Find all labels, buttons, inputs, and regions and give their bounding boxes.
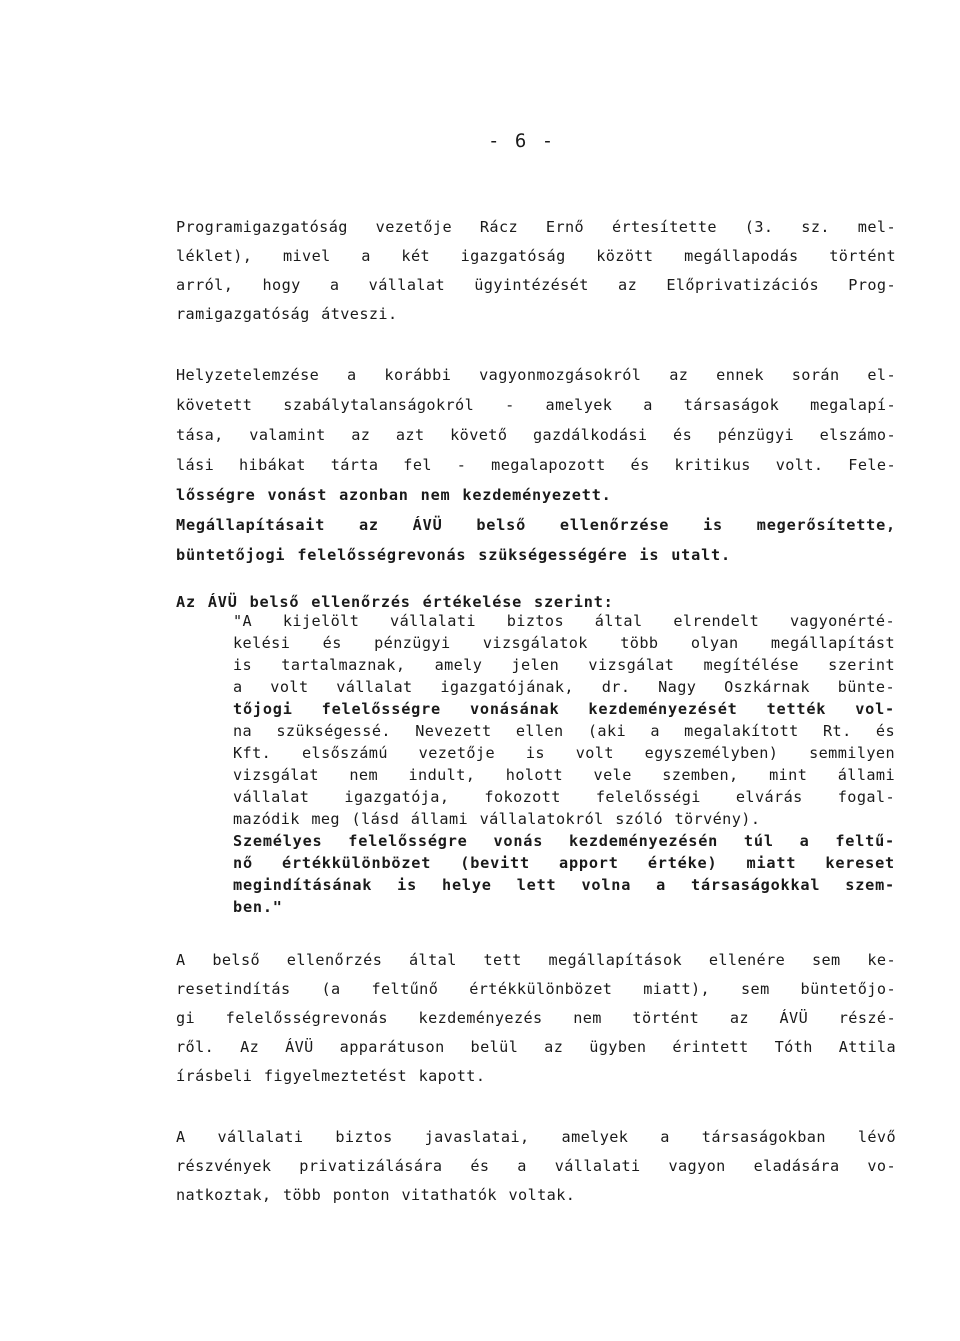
paragraph-line: ről. Az ÁVÜ apparátuson belül az ügyben érintett Tóth Attila	[176, 1038, 896, 1056]
paragraph-line: tása, valamint az azt követő gazdálkodási és pénzügyi elszámo-	[176, 426, 896, 444]
quote-line: kelési és pénzügyi vizsgálatok több olyan megállapítást	[233, 634, 895, 652]
paragraph-line: natkoztak, több ponton vitathatók voltak.	[176, 1186, 576, 1204]
quote-line: nő értékkülönbözet (bevitt apport értéke) miatt kereset	[233, 854, 895, 872]
quote-line: a volt vállalat igazgatójának, dr. Nagy Oszkárnak bünte-	[233, 678, 895, 696]
paragraph-line: Programigazgatóság vezetője Rácz Ernő értesítette (3. sz. mel-	[176, 218, 896, 236]
paragraph-4	[176, 946, 896, 1091]
page-number: - 6 -	[488, 130, 556, 152]
quotation-block	[233, 610, 895, 918]
paragraph-line: Megállapításait az ÁVÜ belső ellenőrzése is megerősítette,	[176, 516, 896, 534]
paragraph-line: léklet), mivel a két igazgatóság között megállapodás történt	[176, 247, 896, 265]
quote-line: vizsgálat nem indult, holott vele szemben, mint állami	[233, 766, 895, 784]
quote-line: megindításának is helye lett volna a társaságokkal szem-	[233, 876, 895, 894]
paragraph-line: lősségre vonást azonban nem kezdeményezett.	[176, 486, 612, 504]
quote-line: is tartalmaznak, amely jelen vizsgálat megítélése szerint	[233, 656, 895, 674]
quote-line: Személyes felelősségre vonás kezdeményezésén túl a feltű-	[233, 832, 895, 850]
paragraph-1	[176, 213, 896, 329]
quote-line: mazódik meg (lásd állami vállalatokról szóló törvény).	[233, 810, 761, 828]
paragraph-line: A belső ellenőrzés által tett megállapítások ellenére sem ke-	[176, 951, 896, 969]
quote-line: "A kijelölt vállalati biztos által elrendelt vagyonérté-	[233, 612, 895, 630]
quote-line: na szükségessé. Nevezett ellen (aki a megalakított Rt. és	[233, 722, 895, 740]
paragraph-line: gi felelősségrevonás kezdeményezés nem történt az ÁVÜ részé-	[176, 1009, 896, 1027]
paragraph-line: büntetőjogi felelősségrevonás szükségességére is utalt.	[176, 546, 731, 564]
quote-line: ben."	[233, 898, 283, 916]
paragraph-line: resetindítás (a feltűnő értékkülönbözet miatt), sem büntetőjo-	[176, 980, 896, 998]
quote-line: tőjogi felelősségre vonásának kezdeményezését tették vol-	[233, 700, 895, 718]
paragraph-line: Az ÁVÜ belső ellenőrzés értékelése szerint:	[176, 593, 614, 611]
paragraph-line: részvények privatizálására és a vállalati vagyon eladására vo-	[176, 1157, 896, 1175]
paragraph-5	[176, 1123, 896, 1210]
paragraph-2	[176, 360, 896, 570]
paragraph-line: követett szabálytalanságokról - amelyek a társaságok megalapí-	[176, 396, 896, 414]
quote-line: vállalat igazgatója, fokozott felelősségi elvárás fogal-	[233, 788, 895, 806]
paragraph-line: Helyzetelemzése a korábbi vagyonmozgásokról az ennek során el-	[176, 366, 896, 384]
quote-line: Kft. elsőszámú vezetője is volt egyszemélyben) semmilyen	[233, 744, 895, 762]
paragraph-line: arról, hogy a vállalat ügyintézését az Előprivatizációs Prog-	[176, 276, 896, 294]
paragraph-line: lási hibákat tárta fel - megalapozott és kritikus volt. Fele-	[176, 456, 896, 474]
paragraph-line: ramigazgatóság átveszi.	[176, 305, 398, 323]
paragraph-line: A vállalati biztos javaslatai, amelyek a társaságokban lévő	[176, 1128, 896, 1146]
paragraph-line: írásbeli figyelmeztetést kapott.	[176, 1067, 486, 1085]
